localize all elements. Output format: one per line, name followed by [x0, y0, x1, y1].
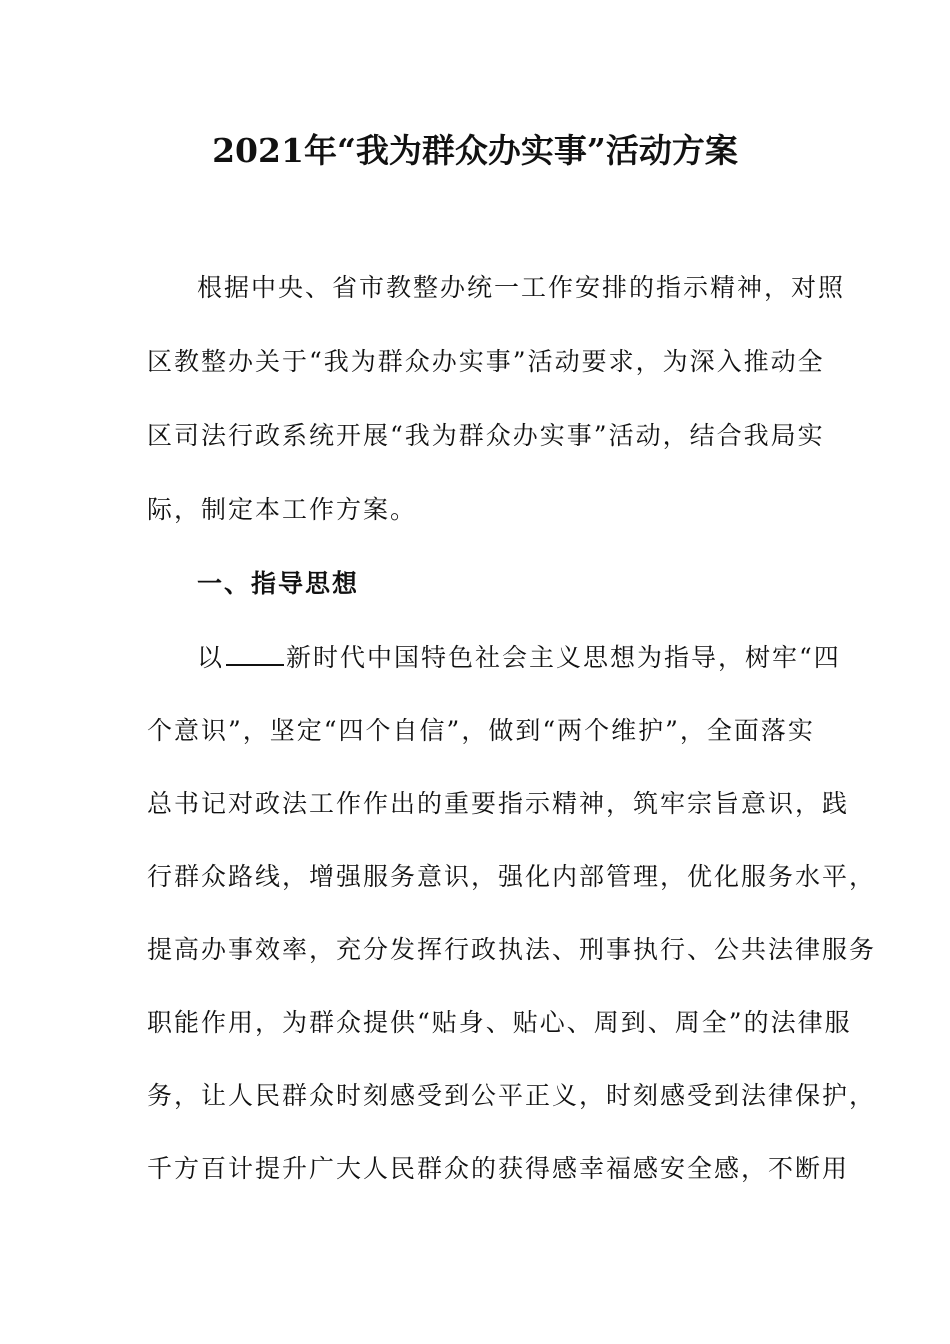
section1-line-3: 总书记对政法工作作出的重要指示精神，筑牢宗旨意识，践: [147, 789, 850, 818]
section1-line-1-suffix: 新时代中国特色社会主义思想为指导，树牢“四: [286, 643, 841, 672]
section1-line-7: 务，让人民群众时刻感受到公平正义，时刻感受到法律保护，: [147, 1081, 877, 1110]
section1-line-6: 职能作用，为群众提供“贴身、贴心、周到、周全”的法律服: [147, 1008, 852, 1037]
section1-line-5: 提高办事效率，充分发挥行政执法、刑事执行、公共法律服务: [147, 935, 877, 964]
blank-underline: [226, 640, 284, 666]
intro-line-3: 区司法行政系统开展“我为群众办实事”活动，结合我局实: [147, 421, 825, 450]
section1-line-8: 千方百计提升广大人民群众的获得感幸福感安全感，不断用: [147, 1154, 850, 1183]
section1-line-1: [197, 638, 841, 678]
section1-line-2: 个意识”，坚定“四个自信”，做到“两个维护”，全面落实: [147, 716, 815, 745]
intro-line-1: 根据中央、省市教整办统一工作安排的指示精神，对照: [197, 273, 846, 302]
section1-line-1-prefix: 以: [197, 643, 225, 672]
intro-line-2: 区教整办关于“我为群众办实事”活动要求，为深入推动全: [147, 347, 825, 376]
intro-line-4: 际，制定本工作方案。: [147, 495, 418, 524]
document-title: 2021年“我为群众办实事”活动方案: [212, 131, 738, 170]
section1-line-4: 行群众路线，增强服务意识，强化内部管理，优化服务水平，: [147, 862, 877, 891]
section-heading-guiding-ideology: 一、指导思想: [197, 569, 360, 598]
